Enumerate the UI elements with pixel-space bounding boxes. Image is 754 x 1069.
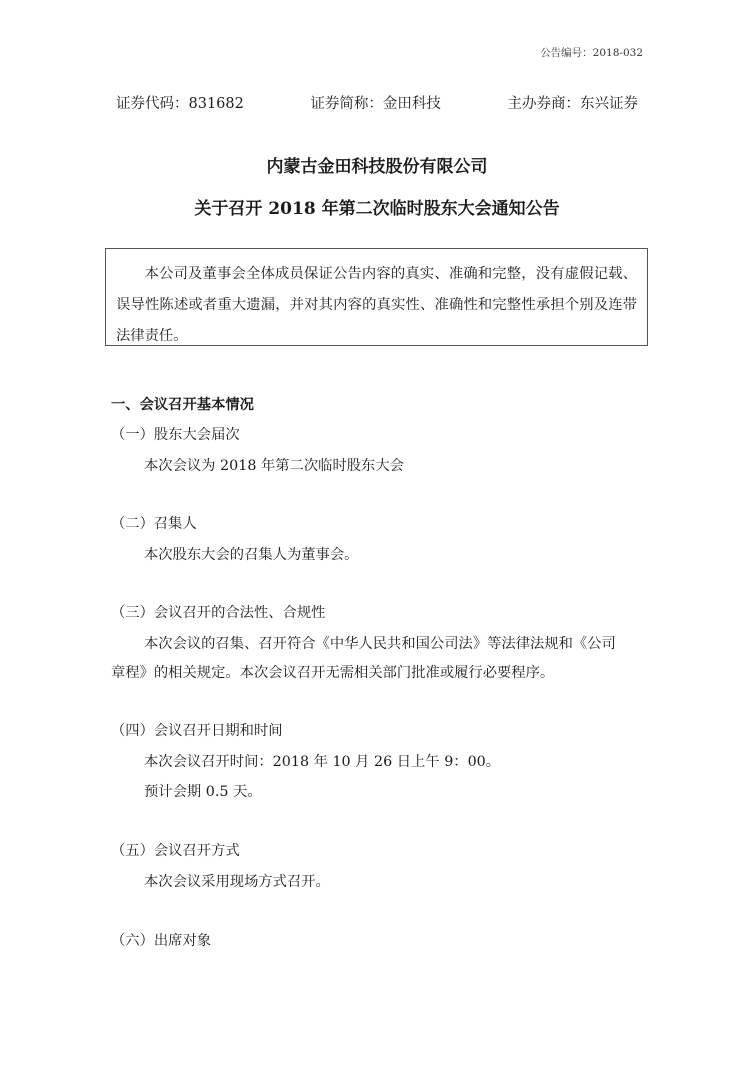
body-line: 本次会议的召集、召开符合《中华人民共和国公司法》等法律法规和《公司 <box>144 636 616 652</box>
sponsor-broker: 主办券商：东兴证券 <box>507 96 638 112</box>
subsection-heading-3: （三）会议召开的合法性、合规性 <box>111 605 326 621</box>
securities-code: 证券代码：831682 <box>116 96 244 112</box>
securities-info-row <box>116 92 638 113</box>
body-line: 章程》的相关规定。本次会议召开无需相关部门批准或履行必要程序。 <box>111 665 555 681</box>
securities-short-name: 证券简称：金田科技 <box>310 96 441 112</box>
subsection-heading-6: （六）出席对象 <box>111 933 212 949</box>
body-line: 预计会期 0.5 天。 <box>144 784 262 800</box>
subsection-heading-5: （五）会议召开方式 <box>111 843 240 859</box>
announcement-subject: 关于召开 2018 年第二次临时股东大会通知公告 <box>194 199 560 219</box>
company-title: 内蒙古金田科技股份有限公司 <box>266 157 488 177</box>
body-line: 本次会议召开时间：2018 年 10 月 26 日上午 9：00。 <box>144 754 501 770</box>
body-line: 本次会议为 2018 年第二次临时股东大会 <box>144 458 404 474</box>
subsection-heading-2: （二）召集人 <box>111 516 197 532</box>
body-line: 本次会议采用现场方式召开。 <box>144 874 330 890</box>
announcement-number: 公告编号：2018-032 <box>540 47 643 59</box>
body-line: 本次股东大会的召集人为董事会。 <box>144 547 359 563</box>
subsection-heading-1: （一）股东大会届次 <box>111 427 240 443</box>
disclaimer-box: 本公司及董事会全体成员保证公告内容的真实、准确和完整，没有虚假记载、误导性陈述或者重大遗漏，并对其内容的真实性、准确性和完整性承担个别及连带法律责任。 <box>105 248 648 346</box>
subsection-heading-4: （四）会议召开日期和时间 <box>111 723 283 739</box>
section-heading: 一、会议召开基本情况 <box>111 397 254 413</box>
